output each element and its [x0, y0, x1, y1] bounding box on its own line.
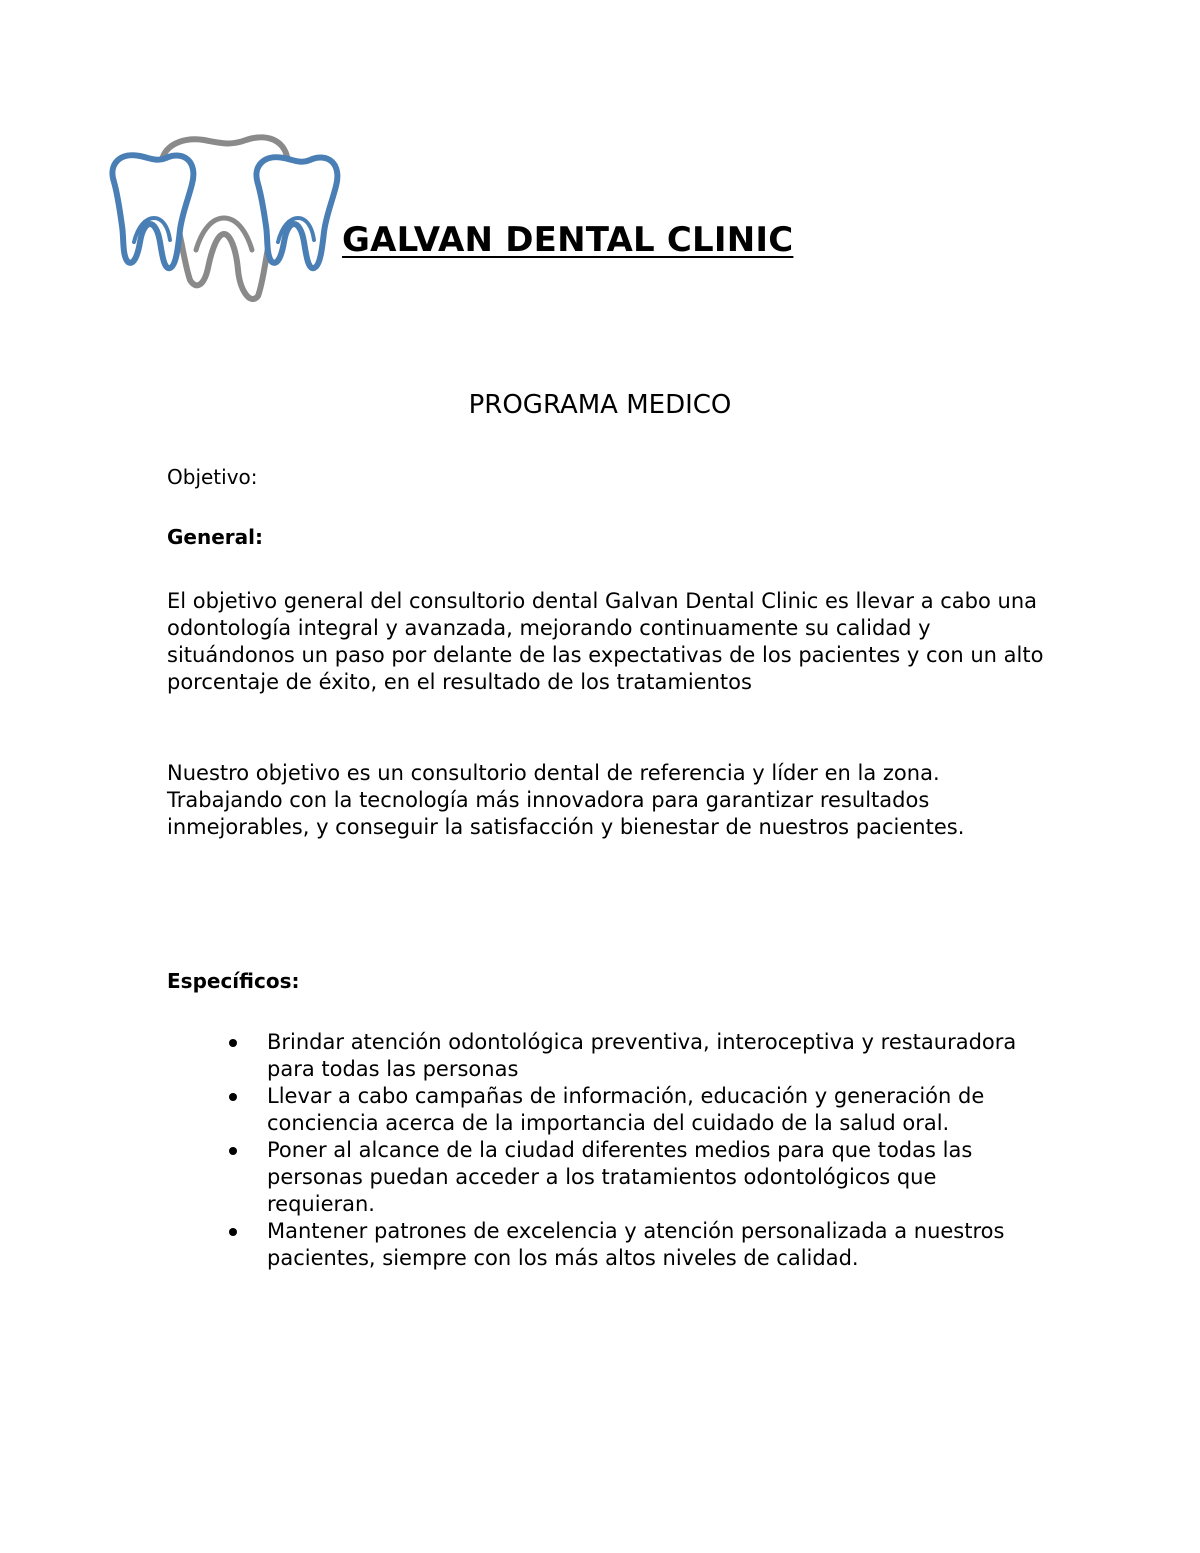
- bullet-icon: [229, 1093, 237, 1101]
- list-item-text: Llevar a cabo campañas de información, educación y generación de conciencia acerca de la importancia del cuidado de la salud oral.: [267, 1084, 985, 1135]
- bullet-icon: [229, 1039, 237, 1047]
- bullet-icon: [229, 1147, 237, 1155]
- bullet-icon: [229, 1228, 237, 1236]
- specific-heading: Específicos:: [167, 969, 300, 993]
- list-item-text: Poner al alcance de la ciudad diferentes medios para que todas las personas puedan acceder a los tratamientos odontológicos que requieran.: [267, 1138, 973, 1216]
- clinic-name: GALVAN DENTAL CLINIC: [342, 220, 794, 260]
- general-heading: General:: [167, 525, 263, 549]
- blue-tooth-right: [256, 157, 337, 268]
- list-item-text: Mantener patrones de excelencia y atención personalizada a nuestros pacientes, siempre con los más altos niveles de calidad.: [267, 1219, 1005, 1270]
- general-paragraph-2: Nuestro objetivo es un consultorio dental de referencia y líder en la zona. Trabajando con la tecnología más innovadora para garantizar resultados inmejorables, y conseguir la satisfacción y bienestar de nuestros pacientes.: [167, 761, 965, 839]
- objective-label: Objetivo:: [167, 465, 258, 489]
- list-item: [167, 1218, 1047, 1272]
- tooth-logo-icon: [100, 130, 345, 305]
- specific-objectives-list: [167, 1029, 1047, 1272]
- list-item: [167, 1083, 1047, 1137]
- document-title: PROGRAMA MEDICO: [468, 390, 732, 420]
- list-item: [167, 1029, 1047, 1083]
- general-paragraph-1: El objetivo general del consultorio dental Galvan Dental Clinic es llevar a cabo una odontología integral y avanzada, mejorando continuamente su calidad y situándonos un paso por delante de las expectativas de los pacientes y con un alto porcentaje de éxito, en el resultado de los tratamientos: [167, 589, 1044, 694]
- list-item: [167, 1137, 1047, 1218]
- list-item-text: Brindar atención odontológica preventiva, interoceptiva y restauradora para todas las personas: [267, 1030, 1017, 1081]
